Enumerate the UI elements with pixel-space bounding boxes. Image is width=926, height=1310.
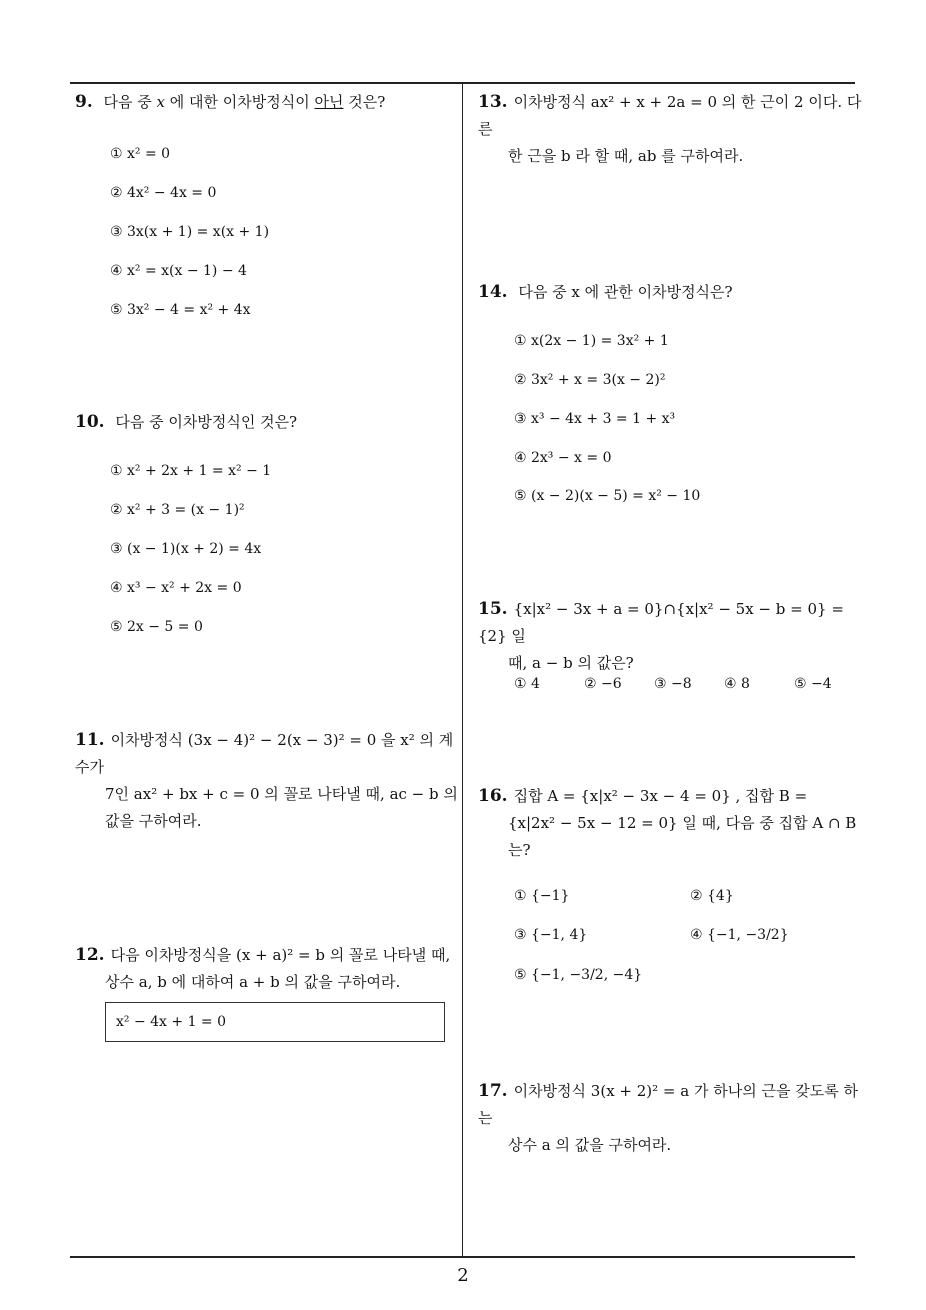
question-stem: 때, a − b 의 값은? <box>508 654 634 672</box>
choice-1[interactable]: ① x(2x − 1) = 3x² + 1 <box>514 333 669 349</box>
underlined-word: 아닌 <box>314 93 344 111</box>
choice-4[interactable]: ④ {−1, −3/2} <box>690 927 789 943</box>
choice-4[interactable]: ④ 8 <box>724 676 750 692</box>
question-15 <box>478 596 863 677</box>
question-number: 13. <box>478 92 508 112</box>
choice-2[interactable]: ② {4} <box>690 888 734 904</box>
choice-3[interactable]: ③ x³ − 4x + 3 = 1 + x³ <box>514 411 676 427</box>
question-stem: 집합 A = {x|x² − 3x − 4 = 0} , 집합 B = <box>513 787 808 805</box>
choice-4[interactable]: ④ x² = x(x − 1) − 4 <box>110 263 247 279</box>
question-13 <box>478 89 863 170</box>
column-divider <box>462 82 463 1257</box>
variable: x <box>156 93 166 111</box>
question-9 <box>75 89 455 116</box>
choice-4[interactable]: ④ 2x³ − x = 0 <box>514 450 612 466</box>
choice-5[interactable]: ⑤ {−1, −3/2, −4} <box>514 967 643 983</box>
question-stem: {x|2x² − 5x − 12 = 0} 일 때, 다음 중 집합 A ∩ B <box>508 814 857 832</box>
choice-2[interactable]: ② 4x² − 4x = 0 <box>110 185 217 201</box>
question-11 <box>75 727 460 835</box>
question-number: 9. <box>75 92 93 112</box>
page-number: 2 <box>457 1265 469 1286</box>
choice-3[interactable]: ③ −8 <box>654 676 692 692</box>
question-stem: 다음 중 x 에 관한 이차방정식은? <box>518 283 733 301</box>
question-number: 16. <box>478 786 508 806</box>
choice-3[interactable]: ③ (x − 1)(x + 2) = 4x <box>110 541 262 557</box>
choice-1[interactable]: ① 4 <box>514 676 540 692</box>
question-number: 11. <box>75 730 105 750</box>
choice-5[interactable]: ⑤ 3x² − 4 = x² + 4x <box>110 302 251 318</box>
choice-4[interactable]: ④ x³ − x² + 2x = 0 <box>110 580 242 596</box>
choice-2[interactable]: ② −6 <box>584 676 622 692</box>
choice-5[interactable]: ⑤ (x − 2)(x − 5) = x² − 10 <box>514 488 701 504</box>
question-16 <box>478 783 863 864</box>
question-number: 15. <box>478 599 508 619</box>
question-number: 17. <box>478 1081 508 1101</box>
question-17 <box>478 1078 863 1159</box>
question-stem: 상수 a, b 에 대하여 a + b 의 값을 구하여라. <box>105 973 401 991</box>
choice-2[interactable]: ② x² + 3 = (x − 1)² <box>110 502 245 518</box>
question-stem: 다음 이차방정식을 (x + a)² = b 의 꼴로 나타낼 때, <box>110 946 451 964</box>
choice-1[interactable]: ① x² = 0 <box>110 146 171 162</box>
question-stem: 이차방정식 3(x + 2)² = a 가 하나의 근을 갖도록 하는 <box>478 1082 858 1127</box>
question-number: 12. <box>75 945 105 965</box>
choice-3[interactable]: ③ 3x(x + 1) = x(x + 1) <box>110 224 270 240</box>
equation-box: x² − 4x + 1 = 0 <box>105 1002 445 1042</box>
choice-1[interactable]: ① {−1} <box>514 888 570 904</box>
bottom-rule <box>70 1256 855 1258</box>
question-stem: 상수 a 의 값을 구하여라. <box>508 1136 672 1154</box>
question-stem: 에 대한 이차방정식이 <box>165 93 315 111</box>
question-14 <box>478 279 858 306</box>
choice-5[interactable]: ⑤ −4 <box>794 676 832 692</box>
question-12 <box>75 942 460 996</box>
choice-5[interactable]: ⑤ 2x − 5 = 0 <box>110 619 203 635</box>
question-stem: 7인 ax² + bx + c = 0 의 꼴로 나타낼 때, ac − b 의 <box>105 785 458 803</box>
question-stem: 것은? <box>343 93 386 111</box>
question-number: 10. <box>75 412 105 432</box>
question-stem: 한 근을 b 라 할 때, ab 를 구하여라. <box>508 147 744 165</box>
question-number: 14. <box>478 282 508 302</box>
question-stem: 이차방정식 (3x − 4)² − 2(x − 3)² = 0 을 x² 의 계수가 <box>75 731 454 776</box>
question-stem: 다음 중 <box>103 93 157 111</box>
choice-2[interactable]: ② 3x² + x = 3(x − 2)² <box>514 372 666 388</box>
question-stem: 이차방정식 ax² + x + 2a = 0 의 한 근이 2 이다. 다른 <box>478 93 862 138</box>
question-stem: 는? <box>508 841 531 859</box>
choice-1[interactable]: ① x² + 2x + 1 = x² − 1 <box>110 463 272 479</box>
question-stem: 값을 구하여라. <box>105 812 202 830</box>
question-10 <box>75 409 455 436</box>
question-stem: 다음 중 이차방정식인 것은? <box>115 413 298 431</box>
choice-3[interactable]: ③ {−1, 4} <box>514 927 588 943</box>
question-stem: {x|x² − 3x + a = 0}∩{x|x² − 5x − b = 0} = {2} 일 <box>478 600 844 645</box>
